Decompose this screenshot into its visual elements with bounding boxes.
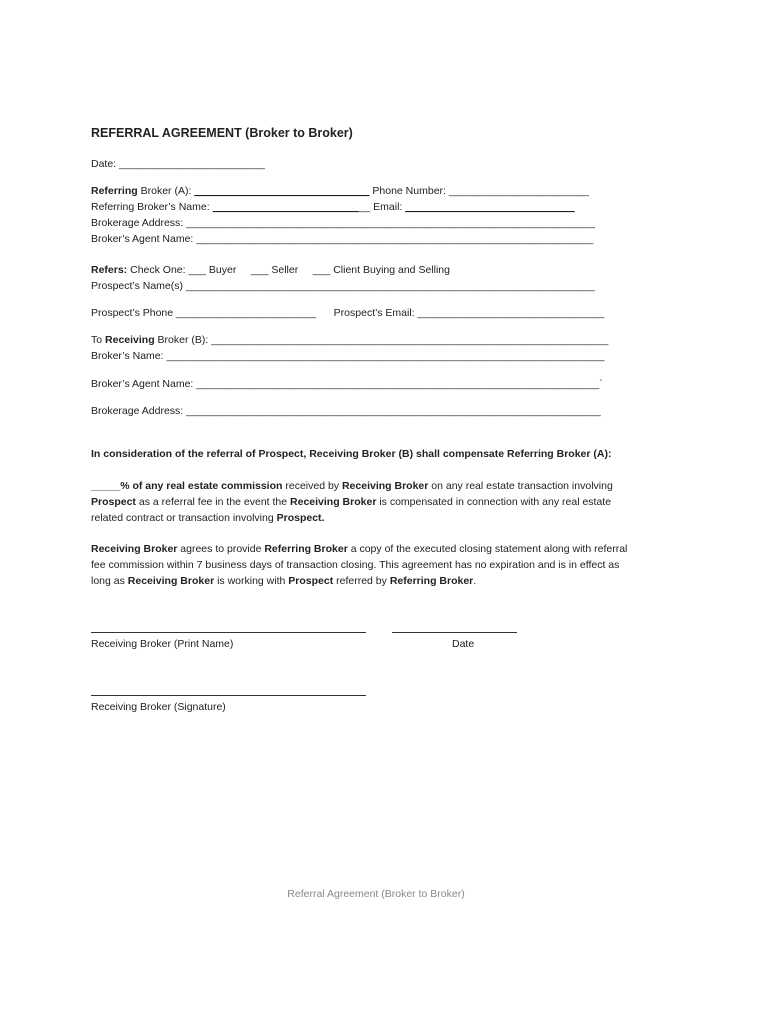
email-label: __ Email:: [358, 201, 406, 213]
clause2-line2: fee commission within 7 business days of transaction closing. This agreement has no expiration and is in effect as: [91, 559, 620, 571]
clause1-line3: [91, 511, 324, 525]
text-segment: received by: [282, 480, 342, 492]
print-name-label: Receiving Broker (Print Name): [91, 638, 234, 650]
print-name-line: [91, 632, 366, 633]
referring-agent-name: Broker’s Agent Name: ____________________________________________________________________: [91, 233, 594, 245]
receiving-agent-name: Broker’s Agent Name: _____________________________________________________________________`: [91, 378, 603, 390]
referring-label: Referring: [91, 185, 138, 197]
consideration-heading: In consideration of the referral of Prospect, Receiving Broker (B) shall compensate Referring Broker (A):: [91, 448, 612, 460]
text-segment: is compensated in connection with any real estate: [376, 496, 612, 508]
text-segment: is working with: [214, 575, 289, 587]
page-footer: Referral Agreement (Broker to Broker): [287, 888, 465, 900]
text-segment: a copy of the executed closing statement along with referral: [347, 543, 628, 555]
text-segment: Receiving Broker: [91, 543, 178, 555]
clause2-line1: [91, 542, 627, 556]
phone-number-field: Phone Number: ________________________: [369, 185, 590, 197]
clause1-line1: [91, 479, 613, 493]
prospect-phone-email: Prospect’s Phone ________________________ Prospect’s Email: ________________________________: [91, 307, 605, 319]
text-segment: Prospect.: [276, 512, 325, 524]
text-segment: Receiving Broker: [290, 496, 377, 508]
commission-percent: _____% of any real estate commission: [91, 480, 283, 492]
receiving-brokerage-address: Brokerage Address: _______________________________________________________________________: [91, 405, 601, 417]
referring-broker-name-line: [91, 200, 575, 214]
receiving-broker-rest: Broker (B): ____________________________________________________________________: [154, 334, 609, 346]
prospect-names: Prospect’s Name(s) ______________________________________________________________________: [91, 280, 595, 292]
receiving-broker-line: [91, 333, 608, 347]
text-segment: long as: [91, 575, 128, 587]
receiving-broker-name: Broker’s Name: ___________________________________________________________________________: [91, 350, 605, 362]
text-segment: related contract or transaction involving: [91, 512, 277, 524]
text-segment: Prospect: [91, 496, 136, 508]
text-segment: Prospect: [288, 575, 334, 587]
clause2-line3: [91, 574, 476, 588]
text-segment: referred by: [333, 575, 390, 587]
check-one-options: Check One: ___ Buyer ___ Seller ___ Client Buying and Selling: [127, 264, 450, 276]
text-segment: Receiving Broker: [341, 480, 429, 492]
to-prefix: To: [91, 334, 106, 346]
text-segment: agrees to provide: [177, 543, 265, 555]
email-blank: _____________________________: [405, 201, 575, 213]
referring-broker-name-label: Referring Broker’s Name:: [91, 201, 213, 213]
refers-line: [91, 263, 450, 277]
text-segment: Referring Broker: [264, 543, 348, 555]
referring-broker-blank: ______________________________: [194, 185, 370, 197]
receiving-label: Receiving: [105, 334, 155, 346]
refers-label: Refers:: [91, 264, 128, 276]
text-segment: on any real estate transaction involving: [428, 480, 613, 492]
referring-broker-name-blank: _________________________: [212, 201, 359, 213]
referring-broker-label: Broker (A):: [137, 185, 195, 197]
referring-broker-line: [91, 184, 589, 198]
text-segment: as a referral fee in the event the: [135, 496, 291, 508]
clause1-line2: [91, 495, 611, 509]
document-title: REFERRAL AGREEMENT (Broker to Broker): [91, 126, 353, 140]
signature-line: [91, 695, 366, 696]
text-segment: Receiving Broker: [127, 575, 215, 587]
date-line: [392, 632, 517, 633]
date-label: Date: [452, 638, 475, 650]
signature-label: Receiving Broker (Signature): [91, 701, 226, 713]
date-field: Date: _________________________: [91, 158, 266, 170]
text-segment: Referring Broker: [389, 575, 474, 587]
referring-brokerage-address: Brokerage Address: ______________________________________________________________________: [91, 217, 595, 229]
text-segment: .: [473, 575, 477, 587]
